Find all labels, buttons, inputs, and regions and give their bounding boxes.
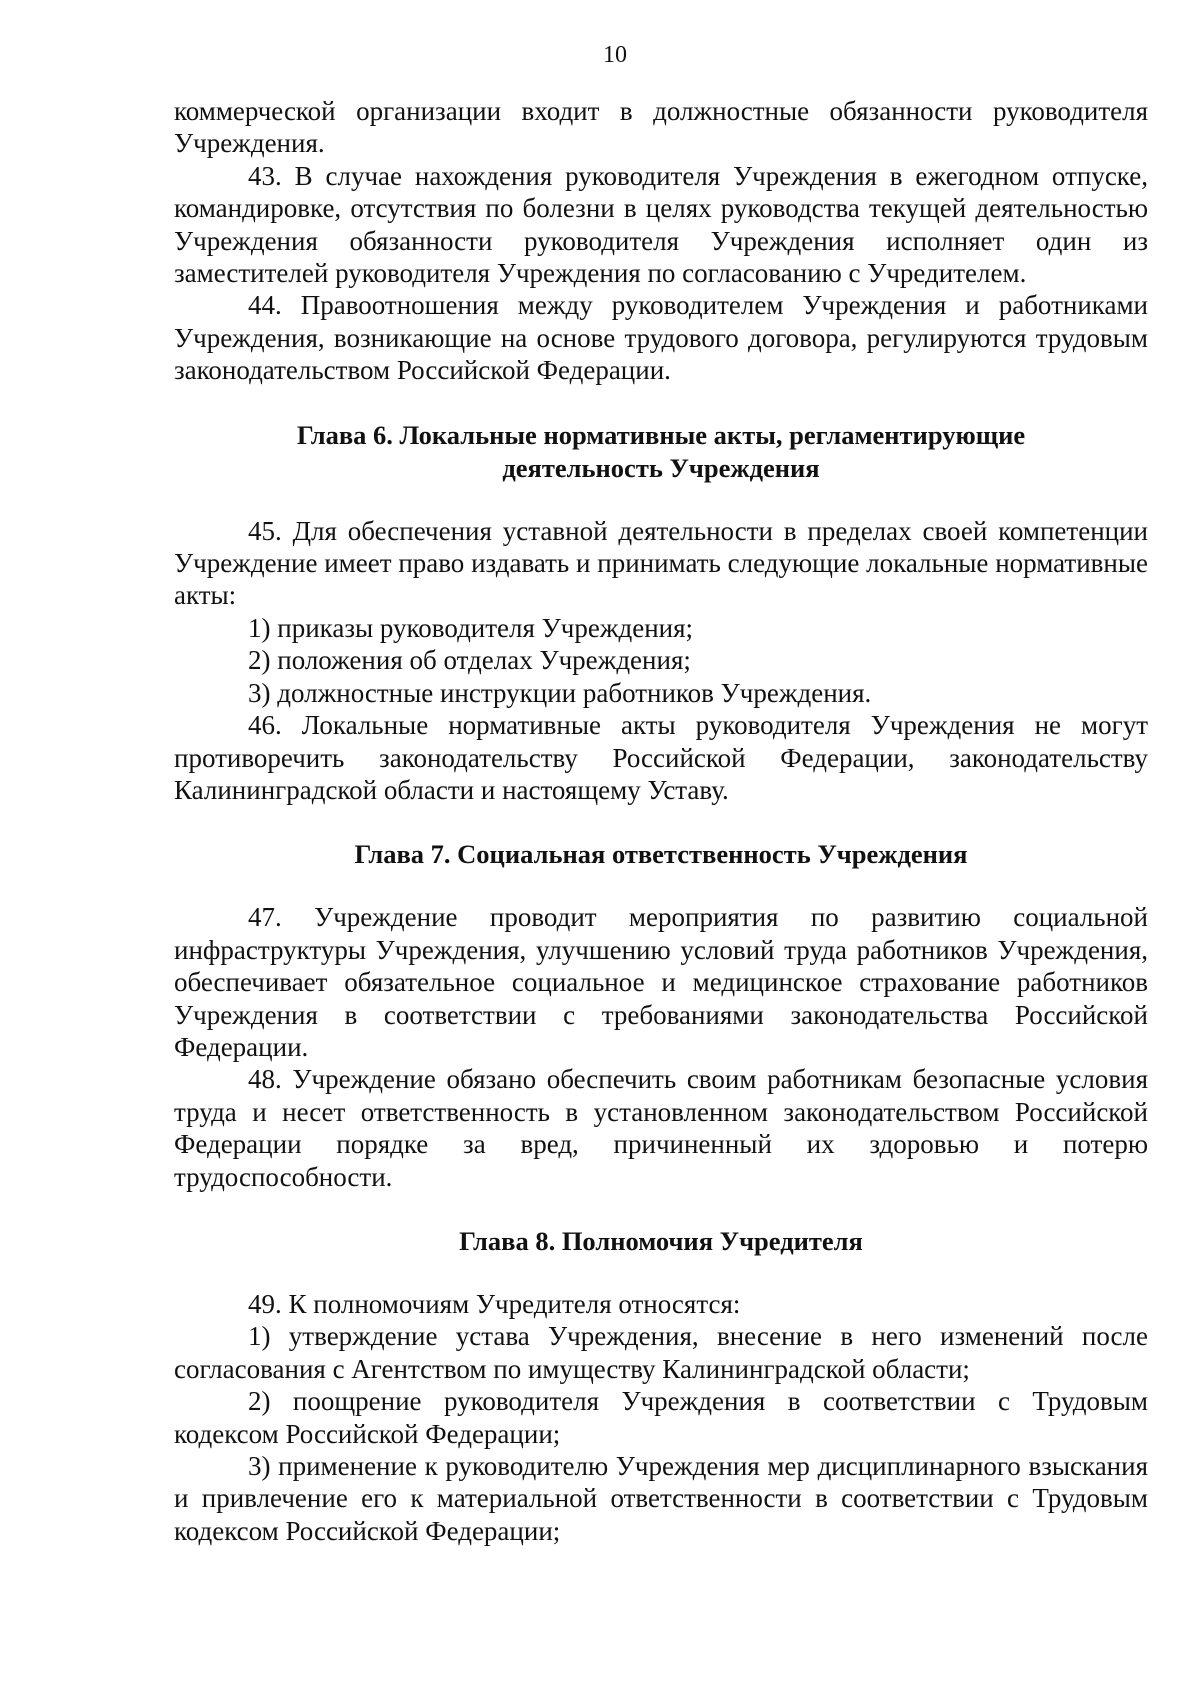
paragraph: 2) поощрение руководителя Учреждения в соответствии с Трудовым кодексом Российской Федерации; (174, 1386, 1148, 1449)
paragraph: 2) положения об отделах Учреждения; (248, 645, 691, 676)
paragraph: 46. Локальные нормативные акты руководителя Учреждения не могут противоречить законодательству Российской Федерации, законодательству Калининградской области и настоящему Уставу. (174, 710, 1148, 805)
paragraph: 45. Для обеспечения уставной деятельности в пределах своей компетенции Учреждение имеет право издавать и принимать следующие локальные нормативные акты: (174, 515, 1148, 611)
paragraph: 47. Учреждение проводит мероприятия по развитию социальной инфраструктуры Учреждения, улучшению условий труда работников Учреждения, обеспечивает обязательное социальное и медицинское страхование работников Учреждения в соответствии с требованиями законодательства Российской Федерации. (174, 902, 1148, 1062)
paragraph: 3) должностные инструкции работников Учреждения. (248, 677, 872, 708)
page-number: 10 (603, 42, 627, 68)
paragraph: коммерческой организации входит в должностные обязанности руководителя Учреждения. (174, 96, 1148, 159)
document-body (174, 95, 1148, 1547)
chapter-heading (174, 838, 1148, 871)
paragraph: 3) применение к руководителю Учреждения мер дисциплинарного взыскания и привлечение его к материальной ответственности в соответствии с Трудовым кодексом Российской Федерации; (174, 1451, 1148, 1546)
paragraph: 44. Правоотношения между руководителем Учреждения и работниками Учреждения, возникающие на основе трудового договора, регулируются трудовым законодательством Российской Федерации. (174, 290, 1148, 386)
paragraph: 49. К полномочиям Учредителя относятся: (248, 1288, 741, 1319)
paragraph: 1) приказы руководителя Учреждения; (248, 612, 694, 643)
chapter-heading-line: Глава 7. Социальная ответственность Учреждения (354, 839, 968, 870)
chapter-heading-line: Глава 6. Локальные нормативные акты, регламентирующие (296, 419, 1026, 450)
chapter-heading (174, 419, 1148, 485)
chapter-heading-line: деятельность Учреждения (502, 452, 820, 483)
paragraph: 48. Учреждение обязано обеспечить своим работникам безопасные условия труда и несет ответственность в установленном законодательством Российской Федерации порядке за вред, причиненный их здоровью и потерю трудоспособности. (174, 1064, 1148, 1192)
paragraph: 43. В случае нахождения руководителя Учреждения в ежегодном отпуске, командировке, отсутствия по болезни в целях руководства текущей деятельностью Учреждения обязанности руководителя Учреждения исполняет один из заместителей руководителя Учреждения по согласованию с Учредителем. (174, 160, 1148, 289)
chapter-heading-line: Глава 8. Полномочия Учредителя (459, 1225, 863, 1256)
paragraph: 1) утверждение устава Учреждения, внесение в него изменений после согласования с Агентством по имуществу Калининградской области; (174, 1321, 1148, 1384)
chapter-heading (174, 1225, 1148, 1258)
